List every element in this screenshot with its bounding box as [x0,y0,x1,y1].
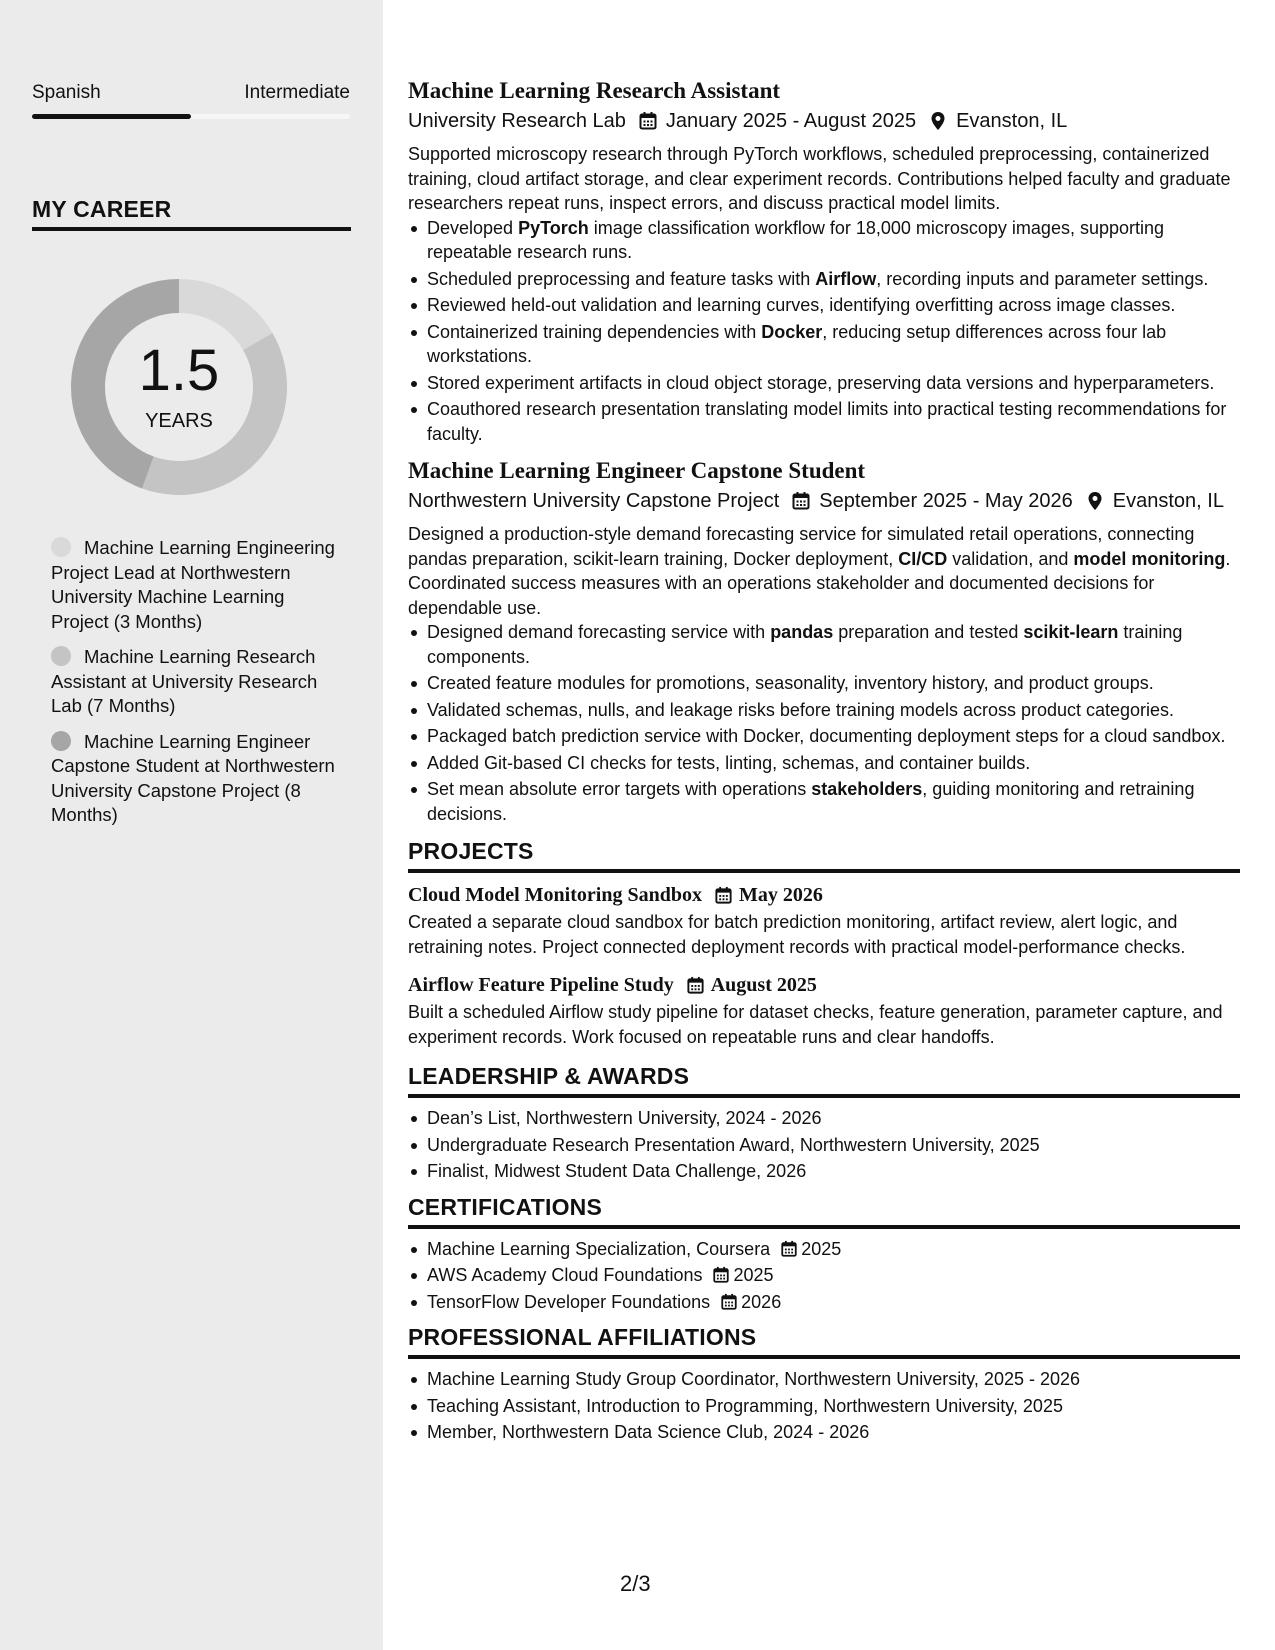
job-org: University Research Lab [408,110,626,132]
certification-item [408,1263,1240,1288]
job-bullet: Scheduled preprocessing and feature tasks with Airflow, recording inputs and parameter settings. [408,267,1240,292]
job-summary: Designed a production-style demand forecasting service for simulated retail operations, connecting pandas preparation, scikit-learn training, Docker deployment, CI/CD validation, and model monitoring. Coordinated success measures with an operations stakeholder and documented decisions for dependable use. [408,524,1231,618]
job-location: Evanston, IL [956,110,1068,132]
calendar-icon [780,1240,798,1258]
project-title: Cloud Model Monitoring Sandbox [408,884,702,906]
leadership-heading: LEADERSHIP & AWARDS [408,1061,1240,1098]
legend-dot [51,646,71,666]
calendar-icon [714,886,733,905]
calendar-icon [791,491,811,511]
job-bullet: Added Git-based CI checks for tests, linting, schemas, and container builds. [408,751,1240,776]
job-bullet: Packaged batch prediction service with Docker, documenting deployment steps for a cloud sandbox. [408,724,1240,749]
project-date: August 2025 [710,974,817,996]
career-legend-item [51,730,341,828]
project-head [408,971,1240,1000]
leadership-item: Undergraduate Research Presentation Award, Northwestern University, 2025 [408,1133,1240,1158]
affiliation-item: Machine Learning Study Group Coordinator, Northwestern University, 2025 - 2026 [408,1367,1240,1392]
career-legend-item [51,645,341,719]
project-entry [408,881,1240,959]
career-legend-item [51,536,341,634]
project-entry [408,971,1240,1049]
job-bullet: Set mean absolute error targets with operations stakeholders, guiding monitoring and retraining decisions. [408,777,1240,826]
certification-year: 2026 [741,1291,782,1312]
job-meta [408,106,1240,136]
job-summary: Supported microscopy research through PyTorch workflows, scheduled preprocessing, containerized training, cloud artifact storage, and clear experiment records. Contributions helped faculty and graduate researchers repeat runs, inspect errors, and discuss practical model limits. [408,144,1231,213]
career-heading: MY CAREER [32,196,351,231]
job-bullet: Validated schemas, nulls, and leakage risks before training models across product categories. [408,698,1240,723]
certifications-heading: CERTIFICATIONS [408,1192,1240,1229]
project-description: Built a scheduled Airflow study pipeline for dataset checks, feature generation, parameter capture, and experiment records. Work focused on repeatable runs and clear handoffs. [408,1002,1223,1047]
project-head [408,881,1240,910]
language-row [32,82,350,104]
job-bullet: Containerized training dependencies with Docker, reducing setup differences across four lab workstations. [408,320,1240,369]
certification-item [408,1237,1240,1262]
leadership-list [408,1106,1240,1184]
page-number: 2/3 [620,1571,651,1596]
job-bullet: Developed PyTorch image classification workflow for 18,000 microscopy images, supporting repeatable research runs. [408,216,1240,265]
certification-year: 2025 [801,1238,842,1259]
career-legend-text: Machine Learning Engineer Capstone Student at Northwestern University Capstone Project (8 Months) [51,730,335,825]
job-bullet: Designed demand forecasting service with pandas preparation and tested scikit-learn training components. [408,620,1240,669]
job-bullet: Coauthored research presentation translating model limits into practical testing recommendations for faculty. [408,397,1240,446]
map-pin-icon [1085,491,1105,511]
calendar-icon [686,976,705,995]
experience-entry [408,76,1240,446]
legend-dot [51,537,71,557]
project-title: Airflow Feature Pipeline Study [408,974,674,996]
certification-year: 2025 [733,1265,774,1285]
job-bullet: Created feature modules for promotions, seasonality, inventory history, and product groups. [408,671,1240,696]
language-level: Intermediate [244,82,350,103]
job-dates: September 2025 - May 2026 [819,490,1073,512]
leadership-item: Finalist, Midwest Student Data Challenge, 2026 [408,1159,1240,1184]
job-title: Machine Learning Engineer Capstone Student [408,458,866,483]
calendar-icon [720,1293,738,1311]
certifications-list [408,1237,1240,1315]
language-name: Spanish [32,82,101,103]
certification-name: TensorFlow Developer Foundations [427,1291,711,1312]
job-bullet: Reviewed held-out validation and learning curves, identifying overfitting across image classes. [408,293,1240,318]
career-legend [51,536,341,839]
job-location: Evanston, IL [1112,490,1224,512]
job-meta [408,486,1240,516]
job-bullet: Stored experiment artifacts in cloud object storage, preserving data versions and hyperparameters. [408,371,1240,396]
language-proficiency-bar [32,114,350,119]
projects-heading: PROJECTS [408,836,1240,873]
certification-item [408,1290,1240,1315]
affiliation-item: Member, Northwestern Data Science Club, 2024 - 2026 [408,1420,1240,1445]
affiliation-item: Teaching Assistant, Introduction to Programming, Northwestern University, 2025 [408,1394,1240,1419]
sidebar [0,0,383,1650]
leadership-item: Dean’s List, Northwestern University, 2024 - 2026 [408,1106,1240,1131]
career-legend-text: Machine Learning Research Assistant at University Research Lab (7 Months) [51,646,318,716]
project-date: May 2026 [738,884,823,906]
job-bullets [408,216,1240,447]
map-pin-icon [928,111,948,131]
legend-dot [51,731,71,751]
certification-name: AWS Academy Cloud Foundations [427,1265,703,1285]
project-description: Created a separate cloud sandbox for batch prediction monitoring, artifact review, alert logic, and retraining notes. Project connected deployment records with practical model-performance checks. [408,912,1186,957]
job-org: Northwestern University Capstone Project [408,490,780,512]
job-title: Machine Learning Research Assistant [408,78,781,103]
job-bullets [408,620,1240,826]
certification-name: Machine Learning Specialization, Coursera [427,1238,771,1259]
career-legend-text: Machine Learning Engineering Project Lead at Northwestern University Machine Learning Project (3 Months) [51,537,335,632]
experience-entry [408,456,1240,826]
affiliations-list [408,1367,1240,1445]
career-total-unit: YEARS [145,410,213,432]
language-proficiency-fill [32,114,191,119]
calendar-icon [638,111,658,131]
affiliations-heading: PROFESSIONAL AFFILIATIONS [408,1322,1240,1359]
main-content [408,76,1240,1451]
calendar-icon [712,1266,730,1284]
job-dates: January 2025 - August 2025 [665,110,917,132]
career-total-value: 1.5 [138,338,220,403]
